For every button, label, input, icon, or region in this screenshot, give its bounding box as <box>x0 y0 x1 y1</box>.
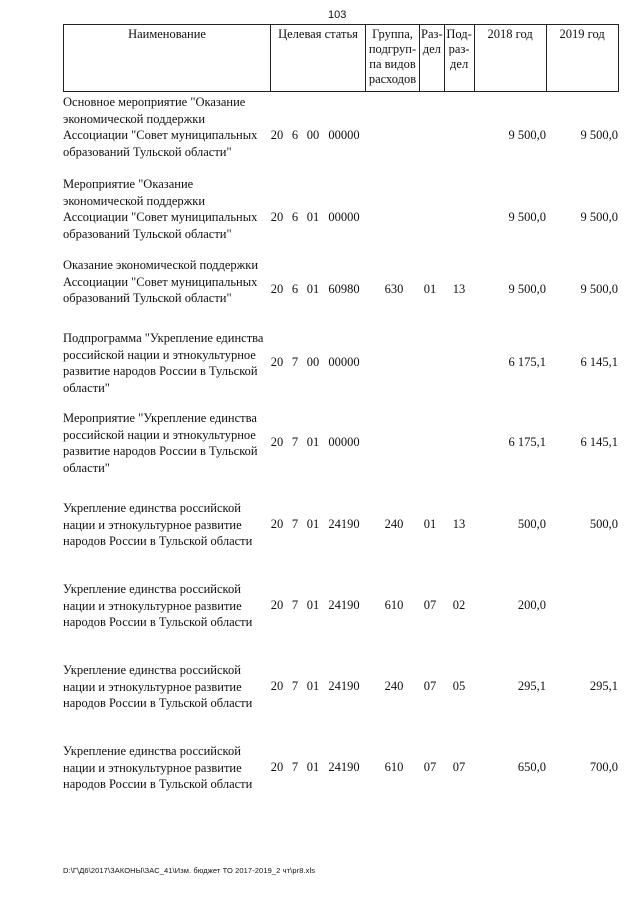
row-value-2019: 6 145,1 <box>580 355 618 369</box>
row-code-direction: 24190 <box>328 760 360 774</box>
row-code-direction: 60980 <box>328 282 360 296</box>
row-value-2019: 9 500,0 <box>580 210 618 224</box>
row-name: Укрепление единства российской нации и этнокультурное развитие народов России в Тульской области <box>63 501 253 548</box>
row-code-program: 20 <box>270 679 284 693</box>
page-number: 103 <box>328 9 347 21</box>
row-code-subprogram: 7 <box>291 760 299 774</box>
row-value-2018: 6 175,1 <box>508 355 546 369</box>
row-value-2019: 9 500,0 <box>580 282 618 296</box>
row-code-program: 20 <box>270 435 284 449</box>
row-name: Оказание экономической поддержки Ассоциации "Совет муниципальных образований Тульской области" <box>63 258 259 305</box>
row-name: Основное мероприятие "Оказание экономической поддержки Ассоциации "Совет муниципальных образований Тульской области" <box>63 95 258 159</box>
row-value-2019: 700,0 <box>589 760 618 774</box>
row-code-subprogram: 6 <box>291 128 299 142</box>
row-subsection: 02 <box>452 598 466 612</box>
row-code-direction: 00000 <box>328 435 360 449</box>
row-value-2018: 500,0 <box>517 517 546 531</box>
row-group: 630 <box>384 282 404 296</box>
row-section: 07 <box>423 679 437 693</box>
row-value-2018: 200,0 <box>517 598 546 612</box>
row-subsection: 05 <box>452 679 466 693</box>
row-value-2018: 6 175,1 <box>508 435 546 449</box>
file-path-footer: D:\Г\Д6\2017\ЗАКОНЫ\ЗАС_41\Изм. бюджет ТО 2017-2019_2 чт\pr8.xls <box>63 866 316 875</box>
header-target-article: Целевая статья <box>271 25 366 92</box>
header-subsection: Под- раз- дел <box>444 25 474 92</box>
row-code-event: 01 <box>306 517 320 531</box>
row-code-program: 20 <box>270 128 284 142</box>
row-group: 240 <box>384 517 404 531</box>
row-group: 610 <box>384 760 404 774</box>
row-code-subprogram: 7 <box>291 679 299 693</box>
header-group: Группа, подгруп- па видов расходов <box>366 25 420 92</box>
row-code-direction: 00000 <box>328 128 360 142</box>
row-group: 610 <box>384 598 404 612</box>
row-name: Подпрограмма "Укрепление единства российской нации и этнокультурное развитие народов России в Тульской области" <box>63 331 264 395</box>
row-name: Мероприятие "Оказание экономической поддержки Ассоциации "Совет муниципальных образований Тульской области" <box>63 177 258 241</box>
row-code-subprogram: 6 <box>291 282 299 296</box>
budget-table-header <box>63 24 619 92</box>
row-subsection: 13 <box>452 517 466 531</box>
row-code-program: 20 <box>270 210 284 224</box>
row-subsection: 07 <box>452 760 466 774</box>
row-value-2019: 295,1 <box>589 679 618 693</box>
row-code-event: 00 <box>306 128 320 142</box>
row-value-2019: 9 500,0 <box>580 128 618 142</box>
row-subsection: 13 <box>452 282 466 296</box>
row-code-event: 01 <box>306 679 320 693</box>
row-code-program: 20 <box>270 760 284 774</box>
row-code-event: 01 <box>306 598 320 612</box>
row-name: Укрепление единства российской нации и этнокультурное развитие народов России в Тульской области <box>63 663 253 710</box>
row-section: 01 <box>423 282 437 296</box>
row-value-2018: 9 500,0 <box>508 128 546 142</box>
row-code-program: 20 <box>270 598 284 612</box>
header-name: Наименование <box>64 25 271 92</box>
row-section: 07 <box>423 598 437 612</box>
row-code-subprogram: 7 <box>291 435 299 449</box>
row-code-direction: 24190 <box>328 598 360 612</box>
row-value-2018: 650,0 <box>517 760 546 774</box>
row-value-2018: 9 500,0 <box>508 210 546 224</box>
row-code-program: 20 <box>270 355 284 369</box>
row-code-event: 01 <box>306 210 320 224</box>
row-code-direction: 24190 <box>328 679 360 693</box>
row-code-event: 01 <box>306 435 320 449</box>
row-value-2018: 9 500,0 <box>508 282 546 296</box>
header-2019: 2019 год <box>546 25 618 92</box>
row-code-program: 20 <box>270 517 284 531</box>
row-code-subprogram: 7 <box>291 355 299 369</box>
header-2018: 2018 год <box>474 25 546 92</box>
row-name: Укрепление единства российской нации и этнокультурное развитие народов России в Тульской области <box>63 582 253 629</box>
row-code-event: 00 <box>306 355 320 369</box>
row-name: Укрепление единства российской нации и этнокультурное развитие народов России в Тульской области <box>63 744 253 791</box>
row-section: 01 <box>423 517 437 531</box>
row-code-program: 20 <box>270 282 284 296</box>
row-code-event: 01 <box>306 760 320 774</box>
row-code-direction: 00000 <box>328 210 360 224</box>
row-group: 240 <box>384 679 404 693</box>
row-code-subprogram: 6 <box>291 210 299 224</box>
row-value-2019: 6 145,1 <box>580 435 618 449</box>
row-code-direction: 24190 <box>328 517 360 531</box>
row-code-subprogram: 7 <box>291 598 299 612</box>
row-code-direction: 00000 <box>328 355 360 369</box>
row-section: 07 <box>423 760 437 774</box>
row-value-2019: 500,0 <box>589 517 618 531</box>
row-value-2018: 295,1 <box>517 679 546 693</box>
row-code-event: 01 <box>306 282 320 296</box>
header-section: Раз- дел <box>420 25 445 92</box>
row-name: Мероприятие "Укрепление единства российской нации и этнокультурное развитие народов России в Тульской области" <box>63 411 258 475</box>
row-code-subprogram: 7 <box>291 517 299 531</box>
